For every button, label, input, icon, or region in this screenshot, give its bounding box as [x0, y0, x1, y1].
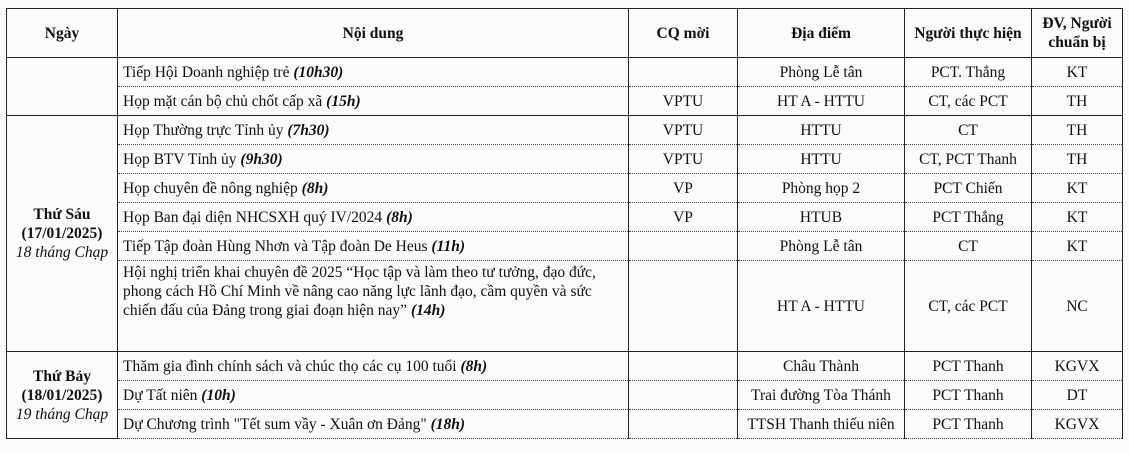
location-cell: Phòng Lễ tân: [738, 58, 905, 87]
content-text: Dự Chương trình "Tết sum vầy - Xuân ơn Đảng": [123, 415, 427, 433]
table-row: [7, 381, 1123, 410]
lunar-date: 18 tháng Chạp: [15, 244, 109, 261]
inviter-cell: VPTU: [629, 116, 738, 145]
table-row: [7, 352, 1123, 381]
content-cell: [118, 381, 629, 410]
prep-cell: DT: [1032, 381, 1123, 410]
inviter-cell: [629, 58, 738, 87]
content-cell: [118, 203, 629, 232]
day-date: (18/01/2025): [21, 386, 103, 404]
table-row: [7, 87, 1123, 116]
inviter-cell: [629, 232, 738, 261]
location-cell: Phòng Lễ tân: [738, 232, 905, 261]
content-text: Hội nghị triển khai chuyên đề 2025 “Học tập và làm theo tư tưởng, đạo đức, phong cách Hồ Chí Minh về nâng cao năng lực lãnh đạo, cầm quyền và sức chiến đấu của Đảng trong giai đoạn hiện nay”: [123, 264, 596, 319]
prep-cell: TH: [1032, 116, 1123, 145]
table-row: [7, 232, 1123, 261]
table-row: [7, 261, 1123, 352]
table-row: [7, 203, 1123, 232]
table-row: [7, 116, 1123, 145]
schedule-body: [7, 58, 1123, 439]
content-text: Họp Thường trực Tỉnh ủy: [123, 121, 284, 139]
performer-cell: PCT Thanh: [905, 381, 1032, 410]
performer-cell: CT: [905, 232, 1032, 261]
table-row: [7, 145, 1123, 174]
time-text: (14h): [410, 302, 446, 319]
performer-cell: PCT. Thắng: [905, 58, 1032, 87]
time-text: (8h): [386, 208, 413, 226]
content-cell: [118, 58, 629, 87]
content-cell: [118, 261, 629, 352]
day-cell: [7, 352, 118, 439]
inviter-cell: [629, 410, 738, 439]
performer-cell: PCT Chiến: [905, 174, 1032, 203]
inviter-cell: VP: [629, 174, 738, 203]
content-cell: [118, 352, 629, 381]
time-text: (11h): [431, 237, 465, 255]
col-header-inviter: CQ mời: [629, 9, 738, 58]
performer-cell: PCT Thanh: [905, 352, 1032, 381]
lunar-date: 19 tháng Chạp: [15, 405, 109, 423]
location-cell: HT A - HTTU: [738, 87, 905, 116]
day-date: (17/01/2025): [21, 225, 103, 242]
col-header-prep: ĐV, Người chuẩn bị: [1032, 9, 1123, 58]
time-text: (8h): [460, 357, 488, 375]
inviter-cell: VP: [629, 203, 738, 232]
location-cell: HTTU: [738, 116, 905, 145]
time-text: (7h30): [287, 121, 330, 139]
table-row: [7, 174, 1123, 203]
prep-cell: KT: [1032, 232, 1123, 261]
location-cell: Châu Thành: [738, 352, 905, 381]
day-cell: [7, 116, 118, 352]
table-row: [7, 58, 1123, 87]
schedule-document: [6, 8, 1123, 439]
content-text: Tiếp Tập đoàn Hùng Nhơn và Tập đoàn De Heus: [123, 237, 428, 255]
schedule-table: [6, 8, 1123, 439]
prep-cell: KGVX: [1032, 410, 1123, 439]
content-cell: [118, 174, 629, 203]
content-cell: [118, 232, 629, 261]
prep-cell: NC: [1032, 261, 1123, 352]
prep-cell: TH: [1032, 145, 1123, 174]
content-cell: [118, 116, 629, 145]
performer-cell: CT: [905, 116, 1032, 145]
location-cell: HT A - HTTU: [738, 261, 905, 352]
location-cell: HTTU: [738, 145, 905, 174]
content-text: Họp Ban đại diện NHCSXH quý IV/2024: [123, 208, 383, 226]
col-header-location: Địa điểm: [738, 9, 905, 58]
location-cell: TTSH Thanh thiếu niên: [738, 410, 905, 439]
location-cell: Phòng họp 2: [738, 174, 905, 203]
inviter-cell: [629, 261, 738, 352]
time-text: (8h): [301, 179, 329, 197]
prep-cell: KT: [1032, 174, 1123, 203]
content-text: Dự Tất niên: [123, 386, 198, 404]
prep-cell: KGVX: [1032, 352, 1123, 381]
inviter-cell: VPTU: [629, 145, 738, 174]
table-row: [7, 410, 1123, 439]
performer-cell: CT, các PCT: [905, 87, 1032, 116]
content-text: Thăm gia đình chính sách và chúc thọ các cụ 100 tuổi: [123, 357, 457, 375]
content-text: Họp chuyên đề nông nghiệp: [123, 179, 298, 197]
performer-cell: CT, các PCT: [905, 261, 1032, 352]
time-text: (10h30): [293, 63, 344, 81]
content-cell: [118, 87, 629, 116]
inviter-cell: [629, 352, 738, 381]
content-text: Họp BTV Tỉnh ủy: [123, 150, 237, 168]
header-row: [7, 9, 1123, 58]
performer-cell: CT, PCT Thanh: [905, 145, 1032, 174]
col-header-content: Nội dung: [118, 9, 629, 58]
day-name: Thứ Bảy: [33, 367, 91, 385]
inviter-cell: [629, 381, 738, 410]
day-name: Thứ Sáu: [33, 206, 91, 223]
time-text: (15h): [326, 92, 361, 110]
location-cell: Trai đường Tòa Thánh: [738, 381, 905, 410]
prep-cell: KT: [1032, 203, 1123, 232]
prep-cell: KT: [1032, 58, 1123, 87]
content-cell: [118, 145, 629, 174]
day-cell: [7, 58, 118, 116]
content-text: Tiếp Hội Doanh nghiệp trẻ: [123, 63, 290, 81]
performer-cell: PCT Thắng: [905, 203, 1032, 232]
time-text: (10h): [201, 386, 236, 404]
content-cell: [118, 410, 629, 439]
prep-cell: TH: [1032, 87, 1123, 116]
time-text: (18h): [430, 415, 466, 433]
content-text: Họp mặt cán bộ chủ chốt cấp xã: [123, 92, 323, 110]
location-cell: HTUB: [738, 203, 905, 232]
col-header-day: Ngày: [7, 9, 118, 58]
time-text: (9h30): [240, 150, 283, 168]
performer-cell: PCT Thanh: [905, 410, 1032, 439]
inviter-cell: VPTU: [629, 87, 738, 116]
col-header-performer: Người thực hiện: [905, 9, 1032, 58]
